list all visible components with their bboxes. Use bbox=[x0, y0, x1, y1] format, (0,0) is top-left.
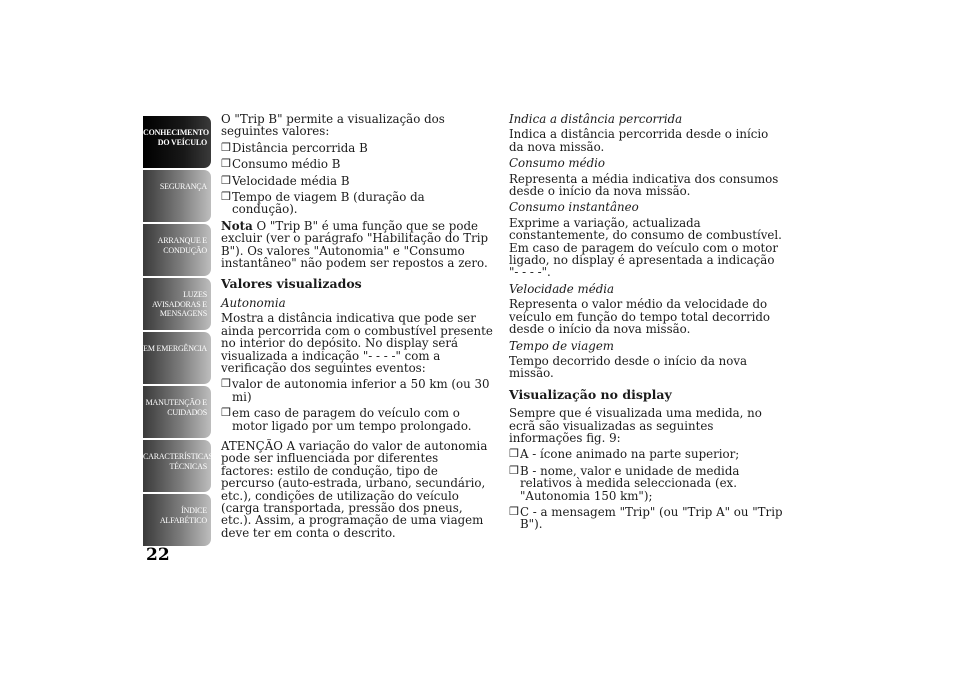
list-item: ❒ Distância percorrida B bbox=[221, 140, 368, 155]
note-paragraph: Nota O "Trip B" é uma função que se pode excluir (ver o parágrafo "Habilitação do Trip B"). Os valores "Autonomia" e "Consumo instantâneo" não podem ser repostos a zero. bbox=[221, 218, 489, 271]
checkbox-bullet-icon: ❒ bbox=[221, 406, 231, 420]
tab-em-emergencia[interactable]: EM EMERGÊNCIA bbox=[143, 332, 211, 384]
subsection-title: Indica a distância percorrida bbox=[509, 112, 683, 126]
section-paragraph: Representa o valor médio da velocidade do veículo em função do tempo total decorrido desde o início da nova missão. bbox=[509, 297, 771, 337]
tab-conhecimento-do-veiculo[interactable]: CONHECIMENTO DO VEÍCULO bbox=[143, 116, 211, 168]
tab-indice-alfabetico[interactable]: ÍNDICE ALFABÉTICO bbox=[143, 494, 211, 546]
tab-manutencao-e-cuidados[interactable]: MANUTENÇÃO E CUIDADOS bbox=[143, 386, 211, 438]
section-paragraph: Indica a distância percorrida desde o início da nova missão. bbox=[509, 127, 769, 154]
right-column bbox=[509, 113, 784, 535]
subsection-title: Autonomia bbox=[221, 295, 286, 310]
checkbox-bullet-icon: ❒ bbox=[221, 140, 231, 154]
section-heading: Valores visualizados bbox=[221, 276, 362, 292]
intro-paragraph: O "Trip B" permite a visualização dos seguintes valores: bbox=[221, 112, 445, 139]
tab-seguranca[interactable]: SEGURANÇA bbox=[143, 170, 211, 222]
section-paragraph: Tempo decorrido desde o início da nova missão. bbox=[509, 353, 748, 381]
autonomia-paragraph: Mostra a distância indicativa que pode ser ainda percorrida com o combustível presente no interior do depósito. No display será visualizada a indicação "- - - -" com a verificação dos seguintes eventos: bbox=[221, 311, 493, 375]
note-label: Nota bbox=[221, 218, 253, 233]
subsection-title: Consumo médio bbox=[509, 156, 606, 171]
tab-luzes-avisadoras[interactable]: LUZES AVISADORAS E MENSAGENS bbox=[143, 278, 211, 330]
section-paragraph: Exprime a variação, actualizada constantemente, do consumo de combustível. Em caso de paragem do veículo com o motor ligado, no display é apresentada a indicação "- - - -". bbox=[509, 215, 782, 280]
checkbox-bullet-icon: ❒ bbox=[509, 463, 519, 477]
subsection-title: Tempo de viagem bbox=[509, 338, 614, 353]
page-number: 22 bbox=[146, 545, 170, 565]
left-column bbox=[221, 113, 493, 543]
list-item: ❒ valor de autonomia inferior a 50 km (ou 30 mi) bbox=[221, 377, 490, 404]
list-item: ❒ A - ícone animado na parte superior; bbox=[509, 447, 740, 462]
subsection-title: Consumo instantâneo bbox=[509, 200, 639, 215]
section-heading: Visualização no display bbox=[509, 386, 672, 402]
atencao-paragraph: ATENÇÃO A variação do valor de autonomia pode ser influenciada por diferentes factores: estilo de condução, tipo de percurso (auto-estrada, urbano, secundário, etc.), condições de utilização do veículo (carga transportada, pressão dos pneus, etc.). Assim, a programação de uma viagem deve ter em conta o descrito. bbox=[221, 438, 488, 540]
checkbox-bullet-icon: ❒ bbox=[221, 157, 231, 171]
checkbox-bullet-icon: ❒ bbox=[509, 504, 519, 518]
display-paragraph: Sempre que é visualizada uma medida, no ecrã são visualizadas as seguintes informações fig. 9: bbox=[509, 406, 762, 445]
subsection-title: Velocidade média bbox=[509, 281, 615, 296]
list-item: ❒ Consumo médio B bbox=[221, 157, 341, 172]
list-item: ❒ B - nome, valor e unidade de medida relativos à medida seleccionada (ex. "Autonomia 150 km"); bbox=[509, 463, 740, 503]
checkbox-bullet-icon: ❒ bbox=[221, 190, 231, 204]
tab-arranque-e-conducao[interactable]: ARRANQUE E CONDUÇÃO bbox=[143, 224, 211, 276]
list-item: ❒ Tempo de viagem B (duração da condução). bbox=[221, 190, 425, 217]
list-item: ❒ C - a mensagem "Trip" (ou "Trip A" ou "Trip B"). bbox=[509, 504, 783, 532]
sidebar-nav bbox=[143, 116, 211, 548]
tab-caracteristicas-tecnicas[interactable]: CARACTERÍSTICAS TÉCNICAS bbox=[143, 440, 211, 492]
list-item: ❒ em caso de paragem do veículo com o motor ligado por um tempo prolongado. bbox=[221, 406, 472, 433]
section-paragraph: Representa a média indicativa dos consumos desde o início da nova missão. bbox=[509, 171, 779, 199]
checkbox-bullet-icon: ❒ bbox=[221, 173, 231, 187]
list-item: ❒ Velocidade média B bbox=[221, 173, 350, 188]
checkbox-bullet-icon: ❒ bbox=[509, 447, 519, 461]
checkbox-bullet-icon: ❒ bbox=[221, 377, 231, 391]
